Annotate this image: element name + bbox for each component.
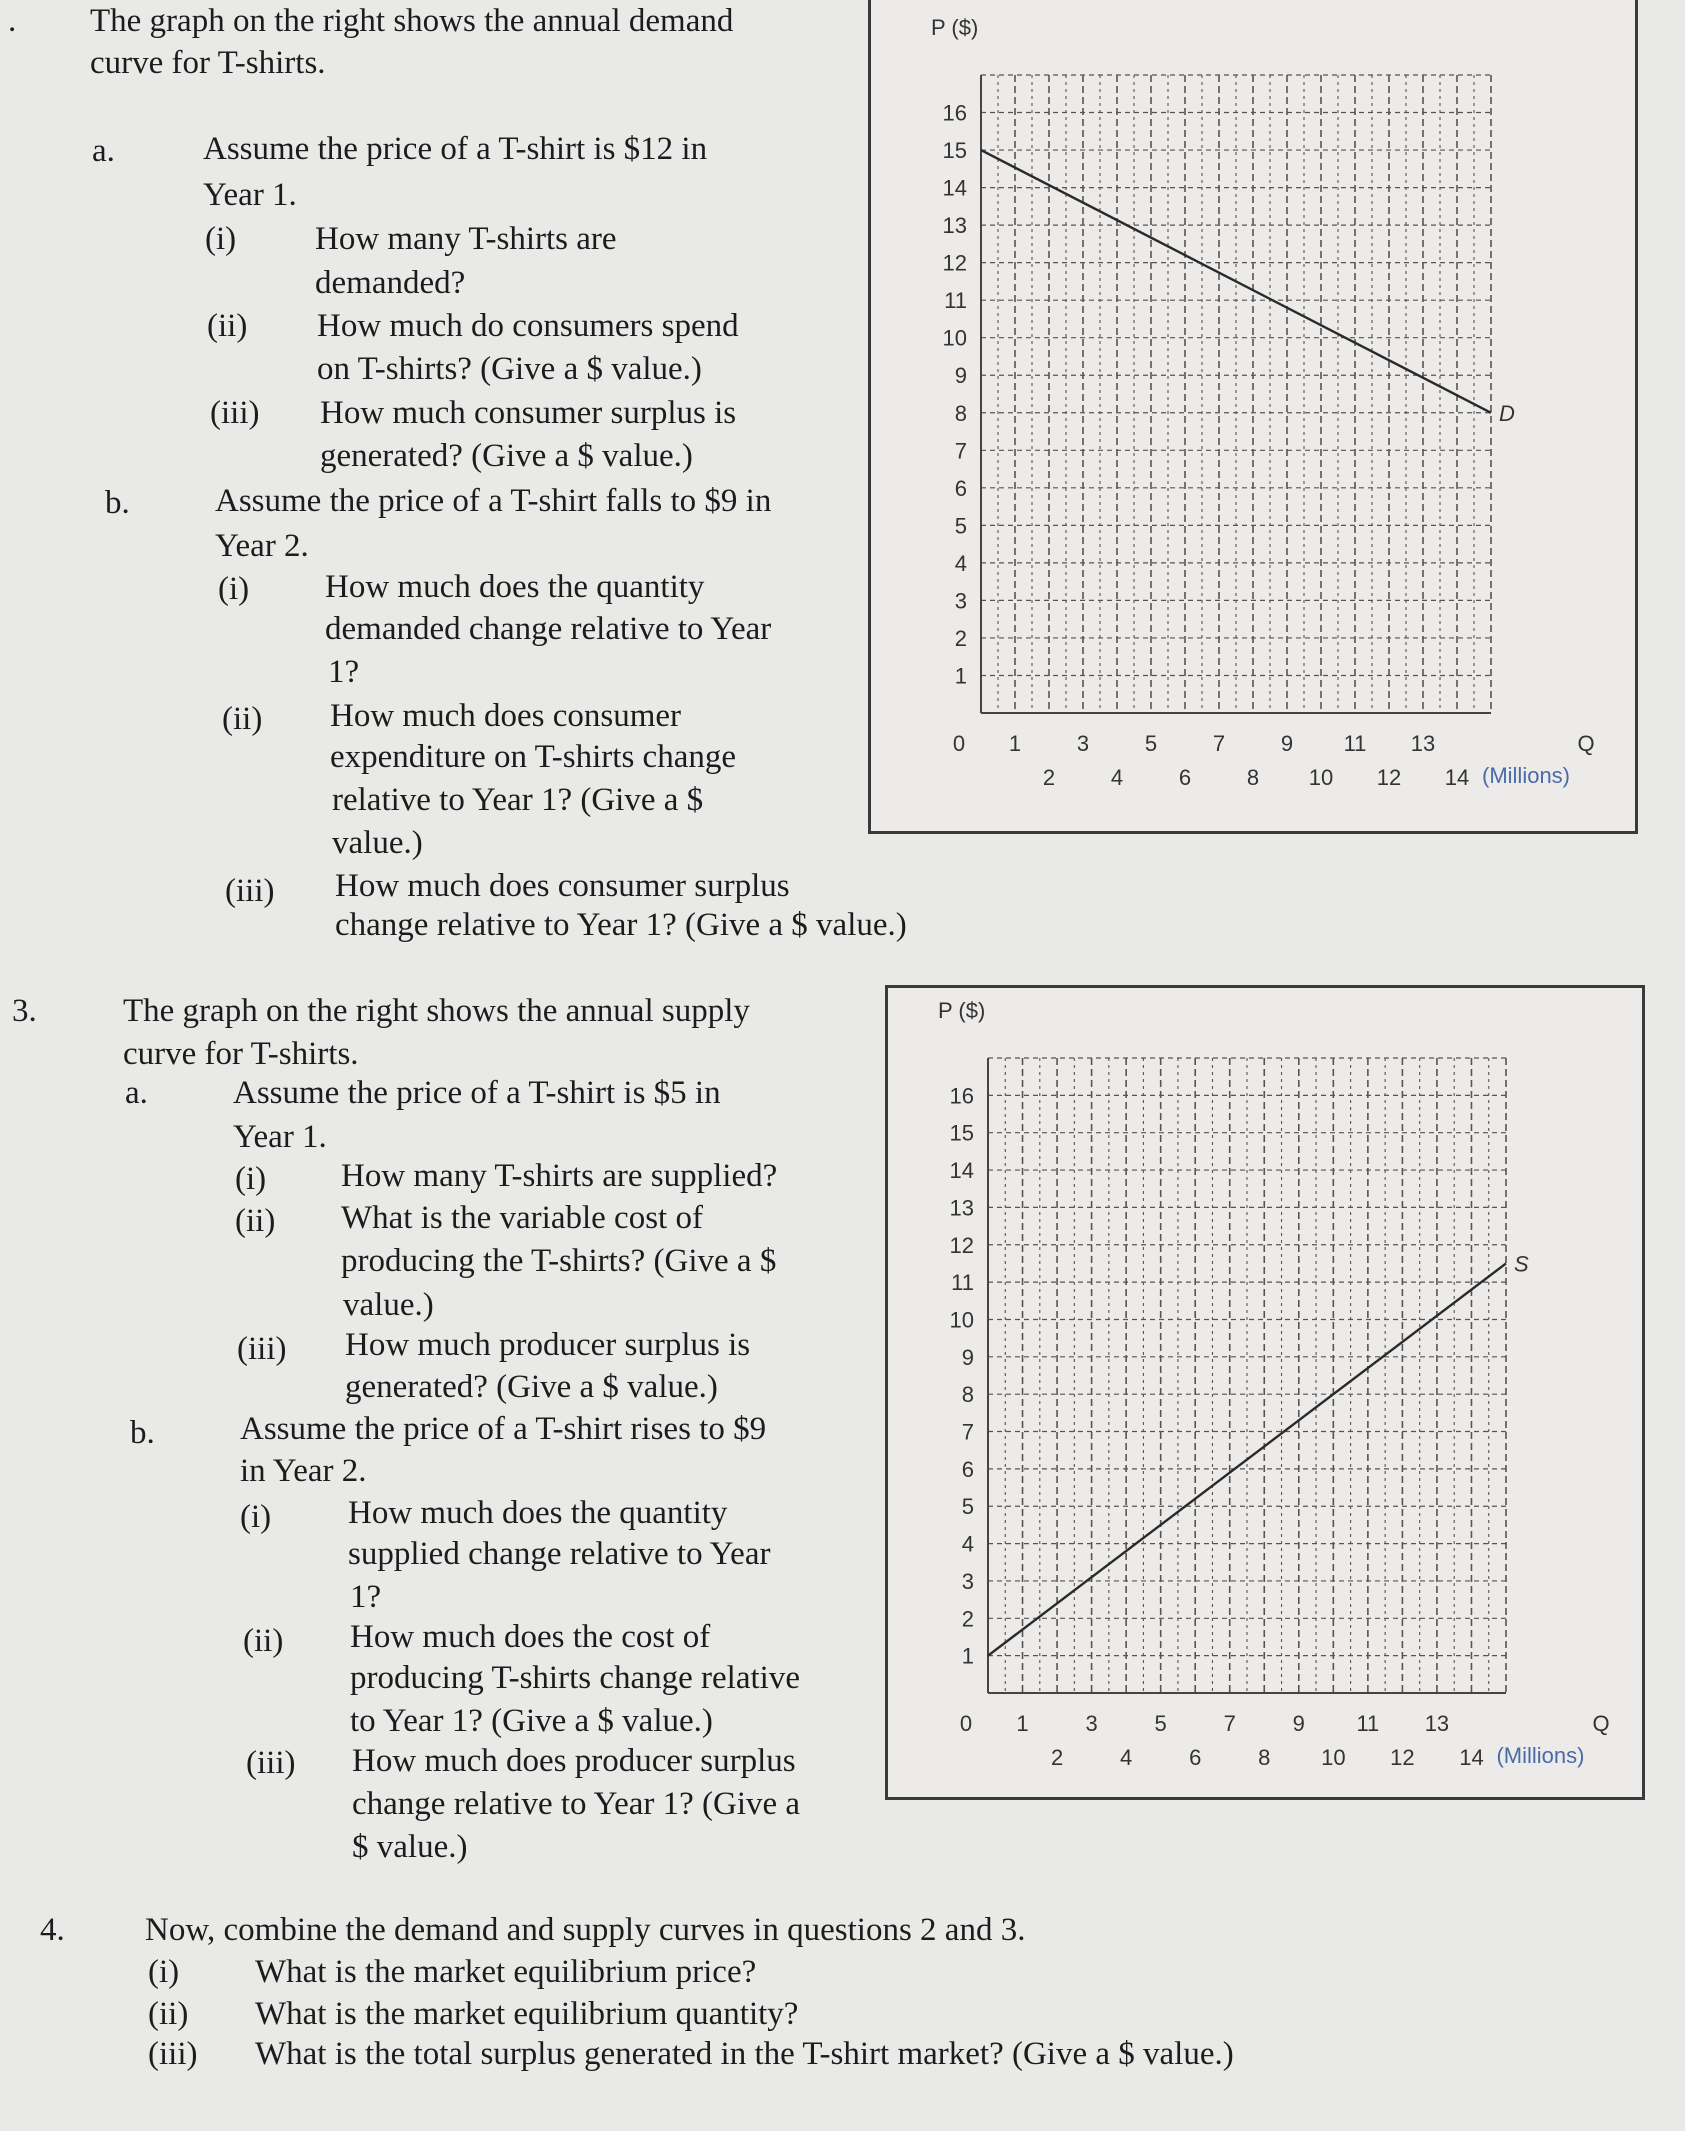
q3b-ii-line3: to Year 1? (Give a $ value.) [350, 1703, 713, 1739]
demand-x-tick-label: 7 [1212, 731, 1226, 756]
q2a-ii-marker: (ii) [207, 308, 248, 344]
q2b-iii-line1: How much does consumer surplus [335, 868, 790, 904]
q2b-line1: Assume the price of a T-shirt falls to $9 in [215, 483, 772, 519]
q2b-ii-line2: expenditure on T-shirts change [330, 739, 736, 775]
q3a-iii-marker: (iii) [237, 1331, 287, 1367]
bullet-mark: . [8, 3, 17, 39]
q3b-iii-line3: $ value.) [352, 1829, 468, 1865]
supply-y-tick-label: 4 [961, 1531, 974, 1557]
supply-y-tick-label: 14 [949, 1158, 974, 1184]
q2a-line1: Assume the price of a T-shirt is $12 in [203, 131, 708, 167]
q2b-ii-marker: (ii) [222, 701, 263, 737]
supply-y-tick-label: 6 [961, 1456, 974, 1482]
q3a-marker: a. [125, 1075, 148, 1111]
demand-y-tick-label: 8 [954, 400, 967, 426]
demand-x-unit-label: (Millions) [1482, 763, 1570, 788]
supply-x-tick-label: 11 [1356, 1711, 1380, 1736]
q3b-ii-marker: (ii) [243, 1623, 284, 1659]
demand-y-tick-label: 14 [942, 175, 967, 201]
q3b-iii-marker: (iii) [246, 1745, 296, 1781]
q2b-i-line2: demanded change relative to Year [325, 611, 772, 647]
q3b-line1: Assume the price of a T-shirt rises to $9 [240, 1411, 767, 1447]
supply-chart [888, 988, 1642, 1797]
q2b-i-line1: How much does the quantity [325, 569, 705, 605]
q2b-iii-marker: (iii) [225, 873, 275, 909]
supply-x-tick-label: 0 [959, 1711, 973, 1736]
q3a-ii-line3: value.) [343, 1287, 434, 1323]
q4-number: 4. [40, 1912, 65, 1948]
q2a-i-line1: How many T-shirts are [315, 221, 617, 257]
q2a-ii-line1: How much do consumers spend [317, 308, 739, 344]
supply-x-tick-label: 7 [1223, 1711, 1236, 1736]
q3a-ii-marker: (ii) [235, 1203, 276, 1239]
q3b-iii-line2: change relative to Year 1? (Give a [352, 1786, 801, 1822]
demand-graph-frame [868, 0, 1638, 834]
demand-x-tick-label: 10 [1308, 765, 1334, 790]
q2b-ii-line1: How much does consumer [330, 698, 682, 734]
demand-y-tick-label: 13 [942, 213, 967, 239]
q3a-ii-line2: producing the T-shirts? (Give a $ [341, 1243, 777, 1279]
q2a-line2: Year 1. [203, 177, 297, 213]
q4-ii-text: What is the market equilibrium quantity? [255, 1996, 799, 2032]
demand-y-tick-label: 15 [942, 138, 967, 164]
supply-x-tick-label: 13 [1424, 1711, 1450, 1736]
demand-x-tick-label: 0 [952, 731, 966, 756]
q2-intro-line2: curve for T-shirts. [90, 45, 326, 81]
q3a-iii-line1: How much producer surplus is [345, 1327, 751, 1363]
demand-chart [871, 0, 1635, 831]
demand-y-tick-label: 12 [942, 250, 967, 276]
q4-ii-marker: (ii) [148, 1996, 189, 2032]
demand-x-tick-label: 9 [1280, 731, 1294, 756]
demand-x-tick-label: 1 [1008, 731, 1022, 756]
q3b-line2: in Year 2. [240, 1453, 367, 1489]
demand-x-tick-label: 11 [1343, 731, 1367, 756]
supply-x-tick-label: 9 [1292, 1711, 1305, 1736]
supply-x-tick-label: 1 [1016, 1711, 1029, 1736]
demand-y-tick-label: 9 [954, 363, 967, 389]
demand-y-tick-label: 2 [954, 625, 967, 651]
demand-x-tick-label: 5 [1144, 731, 1158, 756]
q3b-i-line2: supplied change relative to Year [348, 1536, 771, 1572]
demand-x-tick-label: 14 [1444, 765, 1470, 790]
supply-y-tick-label: 8 [961, 1382, 974, 1408]
q2a-marker: a. [92, 133, 115, 169]
q3b-i-marker: (i) [240, 1499, 272, 1535]
q3b-i-line1: How much does the quantity [348, 1495, 728, 1531]
q3b-ii-line1: How much does the cost of [350, 1619, 711, 1655]
demand-x-tick-label: 6 [1178, 765, 1192, 790]
supply-x-tick-label: 5 [1154, 1711, 1167, 1736]
demand-y-tick-label: 3 [954, 588, 967, 614]
demand-x-tick-label: 2 [1042, 765, 1056, 790]
q3b-i-line3: 1? [350, 1579, 382, 1615]
demand-x-tick-label: 8 [1246, 765, 1260, 790]
q3a-i-marker: (i) [235, 1161, 267, 1197]
q4-iii-text: What is the total surplus generated in the T-shirt market? (Give a $ value.) [255, 2036, 1234, 2072]
q3a-line2: Year 1. [233, 1119, 327, 1155]
q2b-ii-line4: value.) [332, 825, 423, 861]
supply-y-tick-label: 3 [961, 1568, 974, 1594]
demand-x-tick-label: 4 [1110, 765, 1124, 790]
supply-y-tick-label: 13 [949, 1195, 974, 1221]
q2a-i-line2: demanded? [315, 265, 466, 301]
q3-intro-line2: curve for T-shirts. [123, 1036, 359, 1072]
supply-x-tick-label: 14 [1459, 1745, 1484, 1770]
demand-y-tick-label: 7 [954, 438, 967, 464]
supply-y-tick-label: 10 [949, 1307, 974, 1333]
demand-y-axis-label: P ($) [931, 15, 979, 40]
q4-i-marker: (i) [148, 1954, 180, 1990]
demand-x-tick-label: 12 [1376, 765, 1402, 790]
demand-curve-label-d: D [1499, 400, 1515, 426]
supply-y-tick-label: 12 [949, 1232, 974, 1258]
q2a-iii-line2: generated? (Give a $ value.) [320, 438, 693, 474]
q2b-ii-line3: relative to Year 1? (Give a $ [332, 782, 704, 818]
supply-x-tick-label: 12 [1390, 1745, 1415, 1770]
demand-y-tick-label: 5 [954, 513, 967, 539]
supply-y-tick-label: 7 [961, 1419, 974, 1445]
supply-x-tick-label: 2 [1050, 1745, 1064, 1770]
q3a-ii-line1: What is the variable cost of [341, 1200, 703, 1236]
q3-number: 3. [12, 993, 37, 1029]
q2-intro-line1: The graph on the right shows the annual demand [90, 3, 734, 39]
demand-y-tick-label: 11 [944, 288, 967, 314]
supply-x-unit-label: (Millions) [1496, 1743, 1585, 1768]
demand-y-tick-label: 4 [954, 550, 967, 576]
q2a-iii-marker: (iii) [210, 395, 260, 431]
supply-curve-s [988, 1263, 1506, 1655]
demand-x-axis-label: Q [1577, 731, 1595, 756]
q2b-marker: b. [105, 485, 130, 521]
supply-x-axis-label: Q [1592, 1711, 1610, 1736]
q3b-ii-line2: producing T-shirts change relative [350, 1660, 800, 1696]
demand-y-tick-label: 1 [954, 663, 967, 689]
q2a-iii-line1: How much consumer surplus is [320, 395, 737, 431]
demand-x-tick-label: 3 [1076, 731, 1090, 756]
q4-i-text: What is the market equilibrium price? [255, 1954, 757, 1990]
supply-y-tick-label: 1 [961, 1643, 974, 1669]
q4-iii-marker: (iii) [148, 2036, 198, 2072]
q3b-marker: b. [130, 1415, 155, 1451]
demand-y-tick-label: 16 [942, 100, 967, 126]
supply-x-tick-label: 4 [1120, 1745, 1133, 1770]
supply-y-tick-label: 11 [951, 1270, 974, 1296]
q2b-iii-line2: change relative to Year 1? (Give a $ value.) [335, 907, 907, 943]
q3a-line1: Assume the price of a T-shirt is $5 in [233, 1075, 721, 1111]
q3b-iii-line1: How much does producer surplus [352, 1743, 796, 1779]
supply-x-tick-label: 6 [1189, 1745, 1202, 1770]
q2b-line2: Year 2. [215, 528, 309, 564]
supply-y-tick-label: 5 [961, 1494, 974, 1520]
supply-graph-frame [885, 985, 1645, 1800]
supply-curve-label-s: S [1514, 1251, 1529, 1277]
q2a-ii-line2: on T-shirts? (Give a $ value.) [317, 351, 702, 387]
supply-x-tick-label: 3 [1085, 1711, 1098, 1736]
demand-y-tick-label: 6 [954, 475, 967, 501]
q2a-i-marker: (i) [205, 221, 237, 257]
q3-intro-line1: The graph on the right shows the annual supply [123, 993, 750, 1029]
supply-x-tick-label: 8 [1258, 1745, 1271, 1770]
q4-line1: Now, combine the demand and supply curves in questions 2 and 3. [145, 1912, 1026, 1948]
supply-y-tick-label: 2 [961, 1606, 974, 1632]
supply-y-tick-label: 9 [961, 1344, 974, 1370]
supply-x-tick-label: 10 [1321, 1745, 1346, 1770]
q2b-i-marker: (i) [218, 571, 250, 607]
supply-y-axis-label: P ($) [938, 998, 986, 1023]
supply-y-tick-label: 15 [949, 1120, 974, 1146]
q3a-i-line1: How many T-shirts are supplied? [341, 1158, 778, 1194]
supply-y-tick-label: 16 [949, 1083, 974, 1109]
demand-x-tick-label: 13 [1410, 731, 1436, 756]
q3a-iii-line2: generated? (Give a $ value.) [345, 1369, 718, 1405]
q2b-i-line3: 1? [328, 654, 360, 690]
demand-y-tick-label: 10 [942, 325, 967, 351]
